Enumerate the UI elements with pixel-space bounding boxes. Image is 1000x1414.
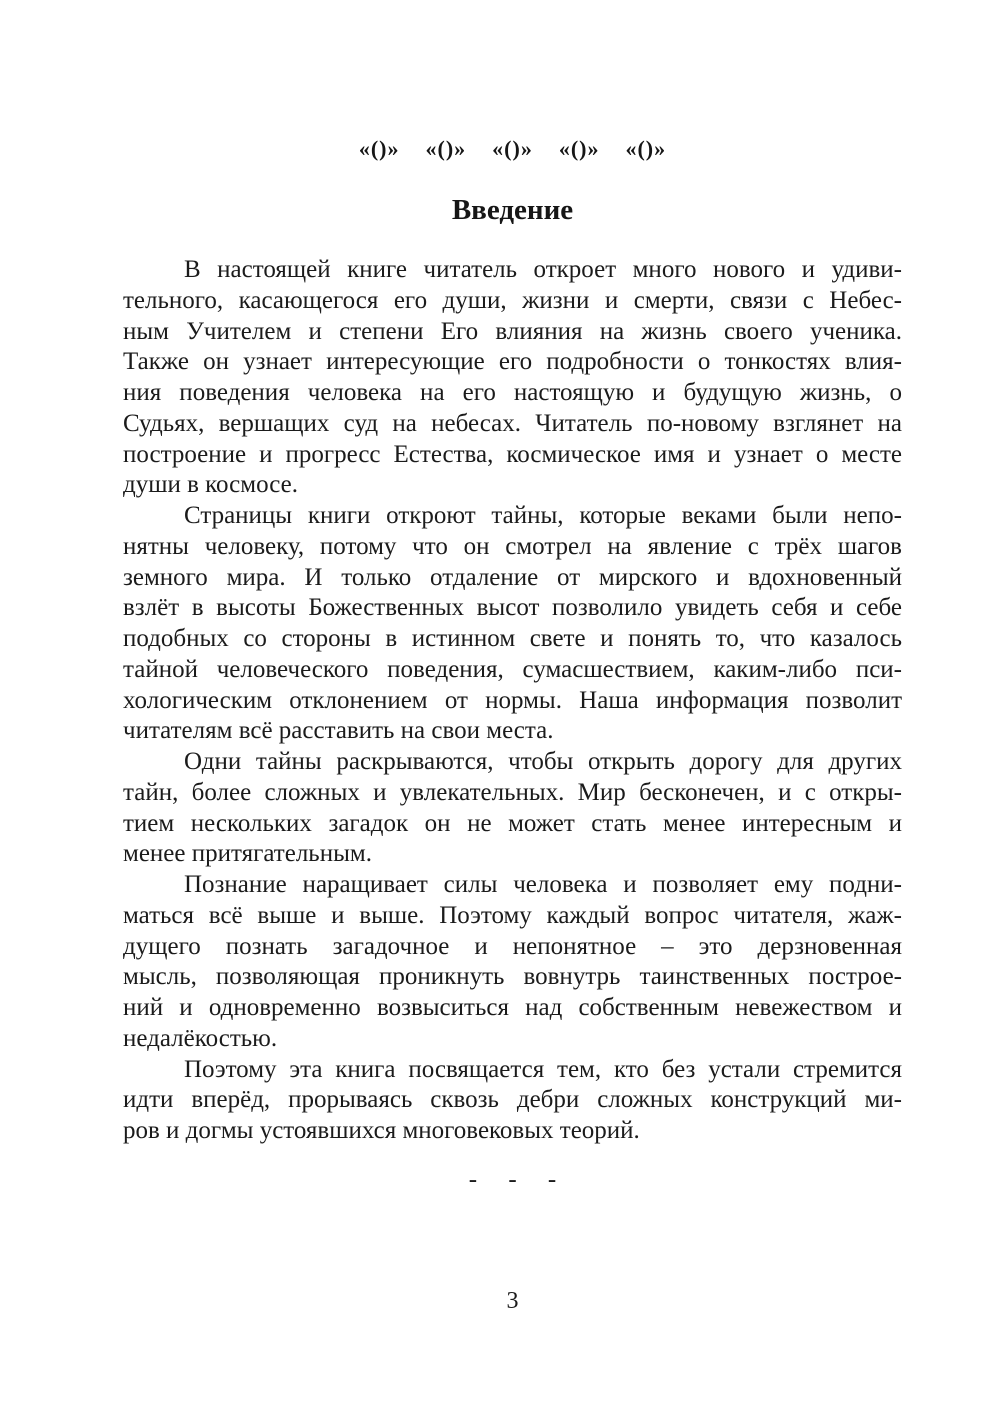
text-line: недалёкостью.	[123, 1024, 278, 1052]
text-line: построение и прогресс Естества, космическое имя и узнает о месте	[123, 440, 902, 468]
text-line: менее притягательным.	[123, 840, 372, 868]
text-line: дущего познать загадочное и непонятное – это дерзновенная	[123, 932, 902, 960]
text-line: маться всё выше и выше. Поэтому каждый вопрос читателя, жаж-	[123, 901, 902, 929]
section-divider: - - -	[468, 1165, 557, 1193]
text-line: души в космосе.	[123, 471, 298, 499]
text-line: тайной человеческого поведения, сумасшествием, каким-либо пси-	[123, 655, 902, 683]
ornament: «()» «()» «()» «()» «()»	[358, 136, 667, 161]
text-line: читателям всё расставить на свои места.	[123, 717, 554, 745]
text-line: тием нескольких загадок он не может стать менее интересным и	[123, 809, 902, 837]
text-line: ным Учителем и степени Его влияния на жизнь своего ученика.	[123, 317, 902, 345]
body-text	[123, 255, 902, 1147]
text-line: хологическим отклонением от нормы. Наша информация позволит	[123, 686, 902, 714]
text-line: подобных со стороны в истинном свете и понять то, что казалось	[123, 625, 902, 652]
text-line: идти вперёд, прорываясь сквозь дебри сложных конструкций ми-	[123, 1086, 902, 1114]
text-line: Страницы книги откроют тайны, которые веками были непо-	[184, 502, 902, 529]
text-line: нятны человеку, потому что он смотрел на явление с трёх шагов	[123, 532, 902, 560]
section-title: Введение	[451, 194, 574, 226]
text-line: В настоящей книге читатель откроет много нового и удиви-	[184, 256, 902, 283]
text-line: тайн, более сложных и увлекательных. Мир бесконечен, и с откры-	[123, 778, 902, 806]
text-line: Познание наращивает силы человека и позволяет ему подни-	[184, 871, 902, 898]
text-line: Одни тайны раскрываются, чтобы открыть дорогу для других	[184, 748, 902, 775]
text-line: ров и догмы устоявшихся многовековых теорий.	[123, 1117, 640, 1144]
text-column	[123, 0, 902, 1314]
text-line: тельного, касающегося его души, жизни и смерти, связи с Небес-	[123, 286, 902, 314]
text-line: Поэтому эта книга посвящается тем, кто без устали стремится	[184, 1055, 902, 1083]
text-line: ния поведения человека на его настоящую и будущую жизнь, о	[123, 379, 902, 406]
text-line: земного мира. И только отдаление от мирского и вдохновенный	[123, 563, 902, 591]
text-line: Судьях, вершащих суд на небесах. Читатель по-новому взглянет на	[123, 409, 902, 437]
text-line: взлёт в высоты Божественных высот позволило увидеть себя и себе	[123, 594, 902, 622]
page-number: 3	[506, 1288, 519, 1314]
text-line: мысль, позволяющая проникнуть вовнутрь таинственных построе-	[123, 963, 902, 991]
text-line: Также он узнает интересующие его подробности о тонкостях влия-	[123, 348, 902, 376]
text-line: ний и одновременно возвыситься над собственным невежеством и	[123, 994, 902, 1021]
